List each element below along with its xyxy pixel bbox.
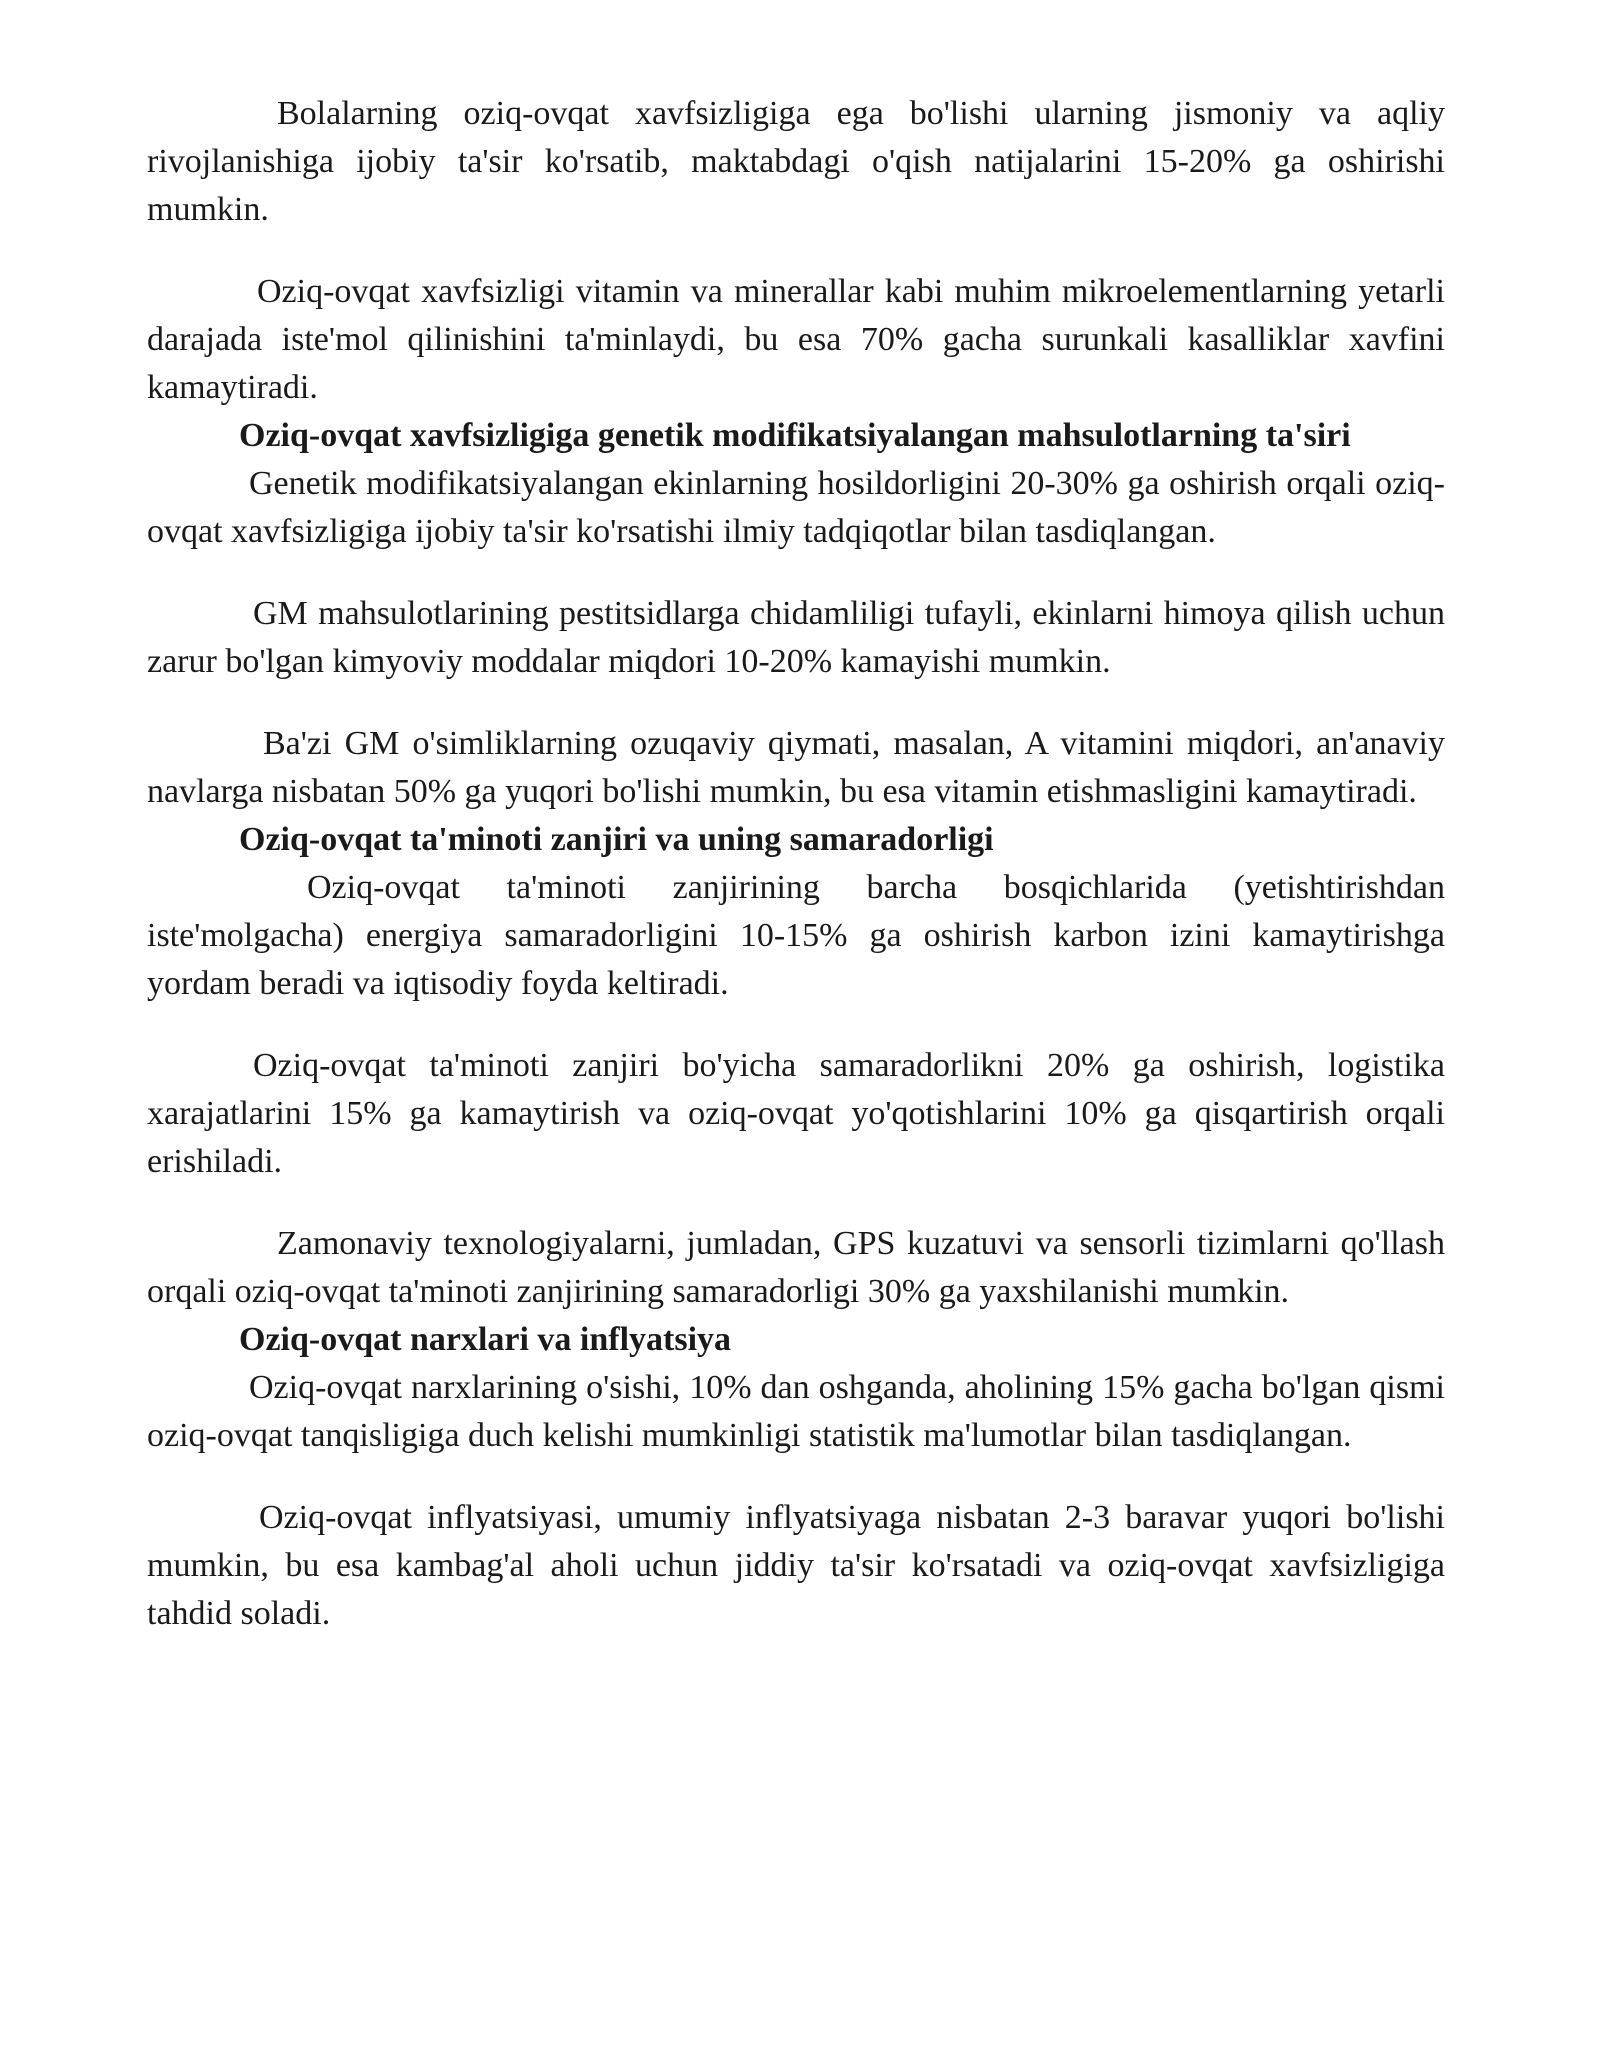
paragraph-micronutrients: Oziq-ovqat xavfsizligi vitamin va minerallar kabi muhim mikroelementlarning yetarli darajada iste'mol qilinishini ta'minlaydi, bu esa 70% gacha surunkali kasalliklar xavfini kamaytiradi.: [147, 273, 1445, 406]
paragraph-supply-technology: Zamonaviy texnologiyalarni, jumladan, GPS kuzatuvi va sensorli tizimlarni qo'llash orqali oziq-ovqat ta'minoti zanjirining samaradorligi 30% ga yaxshilanishi mumkin.: [147, 1225, 1445, 1310]
paragraph-children-food-security: Bolalarning oziq-ovqat xavfsizligiga ega bo'lishi ularning jismoniy va aqliy rivojlanishiga ijobiy ta'sir ko'rsatib, maktabdagi o'qish natijalarini 15-20% ga oshirishi mumkin.: [147, 95, 1445, 228]
paragraph-gmo-yield: Genetik modifikatsiyalangan ekinlarning hosildorligini 20-30% ga oshirish orqali oziq-ovqat xavfsizligiga ijobiy ta'sir ko'rsatishi ilmiy tadqiqotlar bilan tasdiqlangan.: [147, 465, 1445, 550]
document-page: [147, 90, 1445, 1638]
heading-gmo-impact: Oziq-ovqat xavfsizligiga genetik modifikatsiyalangan mahsulotlarning ta'siri: [239, 417, 1351, 454]
paragraph-gmo-pesticides: GM mahsulotlarining pestitsidlarga chidamliligi tufayli, ekinlarni himoya qilish uchun zarur bo'lgan kimyoviy moddalar miqdori 10-20% kamayishi mumkin.: [147, 595, 1445, 680]
paragraph-price-growth: Oziq-ovqat narxlarining o'sishi, 10% dan oshganda, aholining 15% gacha bo'lgan qismi oziq-ovqat tanqisligiga duch kelishi mumkinligi statistik ma'lumotlar bilan tasdiqlangan.: [147, 1369, 1445, 1454]
paragraph-supply-logistics: Oziq-ovqat ta'minoti zanjiri bo'yicha samaradorlikni 20% ga oshirish, logistika xarajatlarini 15% ga kamaytirish va oziq-ovqat yo'qotishlarini 10% ga qisqartirish orqali erishiladi.: [147, 1047, 1445, 1180]
heading-supply-chain: Oziq-ovqat ta'minoti zanjiri va uning samaradorligi: [239, 821, 994, 858]
paragraph-supply-energy: Oziq-ovqat ta'minoti zanjirining barcha bosqichlarida (yetishtirishdan iste'molgacha) energiya samaradorligini 10-15% ga oshirish karbon izini kamaytirishga yordam beradi va iqtisodiy foyda keltiradi.: [147, 869, 1445, 1002]
paragraph-gmo-nutrition: Ba'zi GM o'simliklarning ozuqaviy qiymati, masalan, A vitamini miqdori, an'anaviy navlarga nisbatan 50% ga yuqori bo'lishi mumkin, bu esa vitamin etishmasligini kamaytiradi.: [147, 725, 1445, 810]
heading-prices-inflation: Oziq-ovqat narxlari va inflyatsiya: [239, 1321, 732, 1358]
paragraph-food-inflation: Oziq-ovqat inflyatsiyasi, umumiy inflyatsiyaga nisbatan 2-3 baravar yuqori bo'lishi mumkin, bu esa kambag'al aholi uchun jiddiy ta'sir ko'rsatadi va oziq-ovqat xavfsizligiga tahdid soladi.: [147, 1499, 1445, 1632]
